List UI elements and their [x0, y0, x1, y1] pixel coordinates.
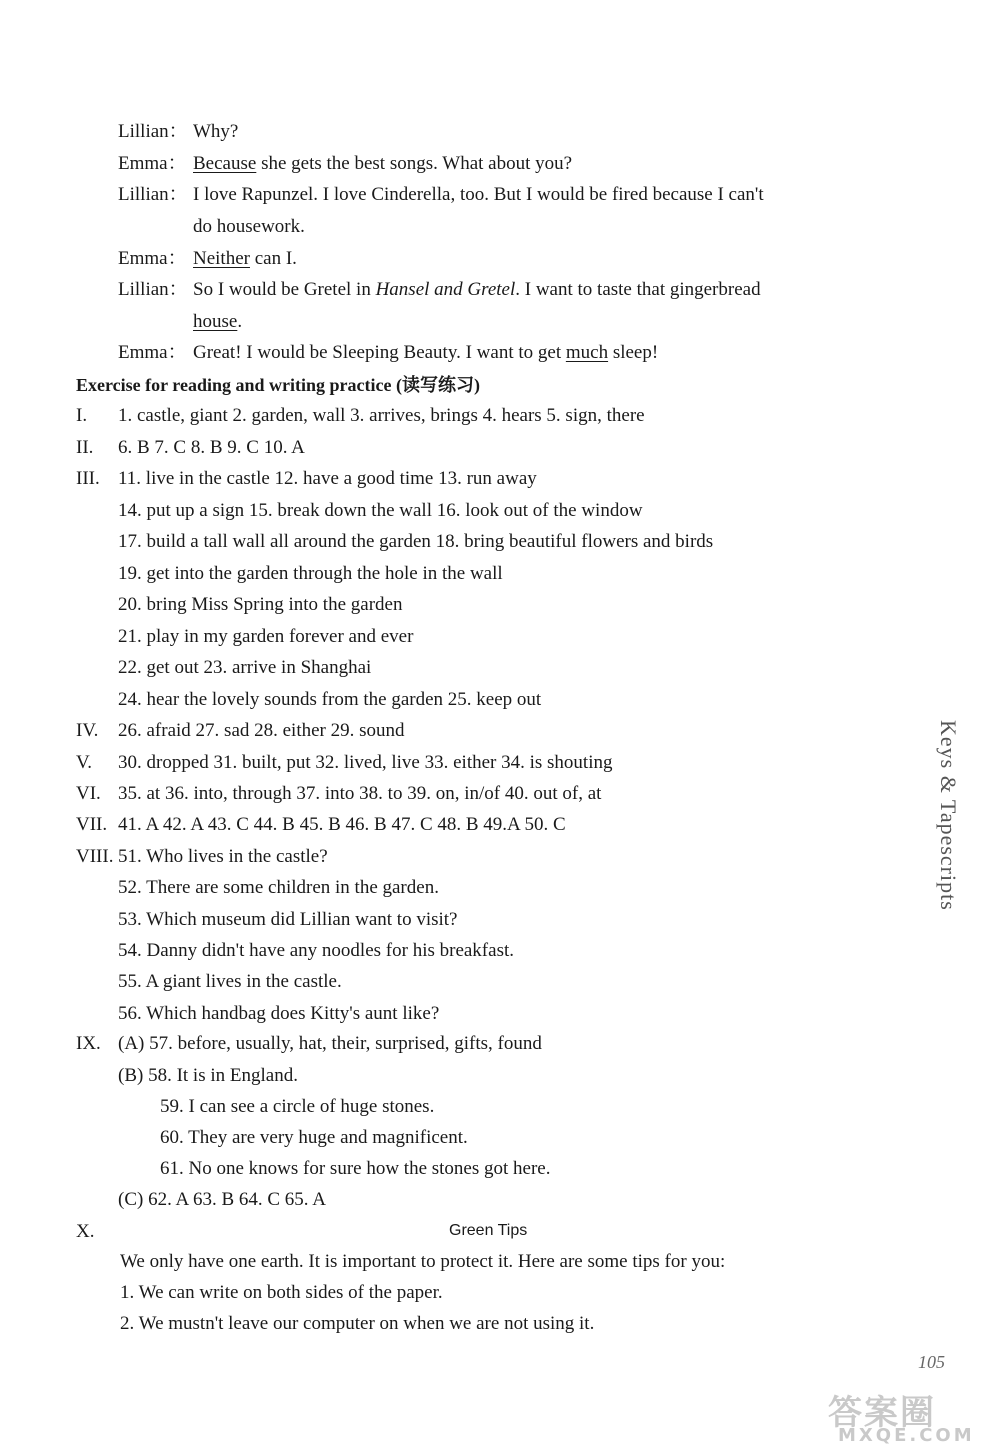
answer-text: (A) 57. before, usually, hat, their, surprised, gifts, found	[118, 1033, 542, 1054]
roman-numeral: V.	[76, 752, 93, 773]
dialogue-line	[118, 183, 764, 207]
answer-line: 22. get out 23. arrive in Shanghai	[118, 657, 372, 678]
speaker-name: Emma：	[118, 153, 187, 174]
answer-line: 60. They are very huge and magnificent.	[160, 1127, 468, 1148]
answer-line	[76, 845, 328, 869]
answer-line: 19. get into the garden through the hole in the wall	[118, 563, 503, 584]
essay-title: Green Tips	[449, 1222, 528, 1239]
answer-text: 1. castle, giant 2. garden, wall 3. arrives, brings 4. hears 5. sign, there	[118, 405, 645, 426]
dialogue-line	[118, 278, 761, 302]
answer-line: 20. bring Miss Spring into the garden	[118, 594, 403, 615]
underlined-word: much	[565, 342, 609, 363]
roman-numeral: X.	[76, 1221, 95, 1242]
answer-line	[76, 813, 566, 837]
answer-line	[76, 1032, 542, 1056]
answer-line	[76, 436, 305, 460]
speaker-name: Lillian：	[118, 121, 188, 142]
answer-line: (C) 62. A 63. B 64. C 65. A	[118, 1189, 326, 1210]
answer-text: 30. dropped 31. built, put 32. lived, live 33. either 34. is shouting	[118, 752, 613, 773]
roman-numeral: I.	[76, 405, 88, 426]
underlined-word: Because	[193, 153, 257, 174]
watermark-top: 答案圈	[828, 1393, 936, 1433]
answer-line: 21. play in my garden forever and ever	[118, 626, 414, 647]
answer-line: 17. build a tall wall all around the garden 18. bring beautiful flowers and birds	[118, 531, 714, 552]
book-title: Hansel and Gretel	[375, 279, 516, 300]
dialogue-text: I love Rapunzel. I love Cinderella, too. But I would be fired because I can't	[193, 184, 764, 205]
answer-line	[76, 467, 537, 491]
essay-line: 1. We can write on both sides of the paper.	[120, 1282, 443, 1303]
roman-numeral: II.	[76, 437, 94, 458]
section-heading: Exercise for reading and writing practice (读写练习)	[76, 375, 480, 395]
dialogue-text: So I would be Gretel in	[193, 279, 376, 300]
dialogue-line	[118, 247, 297, 271]
answer-line: 52. There are some children in the garden.	[118, 877, 439, 898]
roman-numeral: VI.	[76, 783, 101, 804]
page-number: 105	[918, 1352, 945, 1372]
dialogue-continuation	[193, 310, 242, 334]
answer-text: 6. B 7. C 8. B 9. C 10. A	[118, 437, 305, 458]
speaker-name: Lillian：	[118, 279, 188, 300]
answer-text: 11. live in the castle 12. have a good time 13. run away	[118, 468, 537, 489]
roman-numeral: IV.	[76, 720, 99, 741]
dialogue-text: Why?	[193, 121, 239, 142]
answer-line	[76, 782, 601, 806]
watermark-bottom: MXQE.COM	[838, 1425, 975, 1446]
dialogue-text: . I want to taste that gingerbread	[515, 279, 761, 300]
speaker-name: Emma：	[118, 342, 187, 363]
answer-line: 24. hear the lovely sounds from the garden 25. keep out	[118, 689, 542, 710]
answer-line: 55. A giant lives in the castle.	[118, 971, 342, 992]
answer-line: 14. put up a sign 15. break down the wall 16. look out of the window	[118, 500, 643, 521]
dialogue-text: Great! I would be Sleeping Beauty. I want to get	[193, 342, 566, 363]
underlined-word: house	[193, 311, 238, 332]
answer-text: 51. Who lives in the castle?	[118, 846, 328, 867]
watermark-logo	[828, 1385, 988, 1447]
roman-numeral: III.	[76, 468, 100, 489]
side-section-label: Keys & Tapescripts	[936, 720, 961, 911]
dialogue-text: can I.	[249, 248, 297, 269]
speaker-name: Emma：	[118, 248, 187, 269]
dialogue-line	[118, 120, 238, 144]
answer-line: 59. I can see a circle of huge stones.	[160, 1096, 435, 1117]
answer-line: 56. Which handbag does Kitty's aunt like?	[118, 1003, 440, 1024]
answer-text: 41. A 42. A 43. C 44. B 45. B 46. B 47. C 48. B 49.A 50. C	[118, 814, 566, 835]
answer-line	[76, 751, 612, 775]
answer-line: 61. No one knows for sure how the stones got here.	[160, 1158, 551, 1179]
roman-numeral: IX.	[76, 1033, 101, 1054]
roman-numeral: VII.	[76, 814, 108, 835]
dialogue-text: she gets the best songs. What about you?	[256, 153, 573, 174]
answer-text: 26. afraid 27. sad 28. either 29. sound	[118, 720, 405, 741]
answer-line	[76, 719, 405, 743]
answer-line: (B) 58. It is in England.	[118, 1065, 298, 1086]
answer-line: 53. Which museum did Lillian want to visit?	[118, 909, 458, 930]
underlined-word: Neither	[193, 248, 250, 269]
answer-line	[76, 404, 645, 428]
essay-line: 2. We mustn't leave our computer on when we are not using it.	[120, 1313, 595, 1334]
punctuation: .	[237, 311, 243, 332]
essay-line: We only have one earth. It is important to protect it. Here are some tips for you:	[120, 1251, 726, 1272]
answer-line: 54. Danny didn't have any noodles for his breakfast.	[118, 940, 514, 961]
dialogue-line	[118, 341, 658, 365]
roman-numeral: VIII.	[76, 846, 114, 867]
speaker-name: Lillian：	[118, 184, 188, 205]
dialogue-line	[118, 152, 572, 176]
dialogue-text: sleep!	[608, 342, 659, 363]
answer-text: 35. at 36. into, through 37. into 38. to 39. on, in/of 40. out of, at	[118, 783, 602, 804]
dialogue-continuation: do housework.	[193, 216, 305, 237]
